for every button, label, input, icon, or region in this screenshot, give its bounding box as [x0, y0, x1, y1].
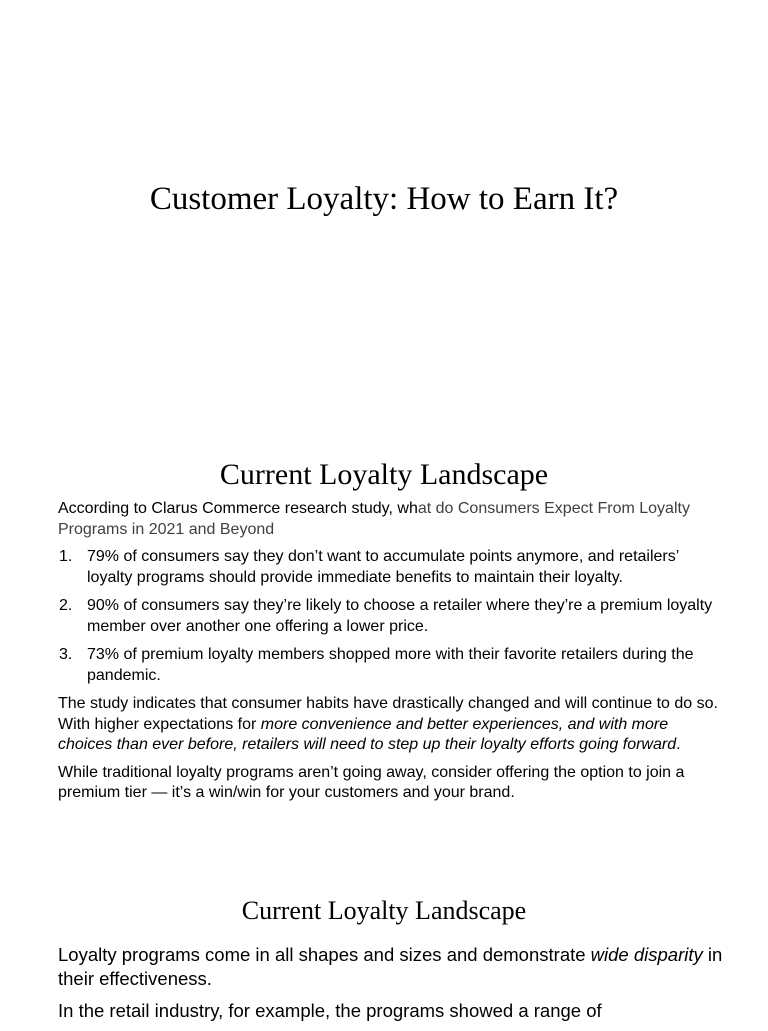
slide-1	[0, 0, 768, 432]
programs-paragraph	[58, 943, 728, 991]
conclusion-text: The study indicates that consumer habits have drastically changed and will continue to do so. With higher expectations for	[58, 695, 718, 733]
programs-end: in their effectiveness.	[58, 944, 723, 989]
list-item	[58, 645, 718, 686]
recommendation-paragraph: While traditional loyalty programs aren’t going away, consider offering the option to join a premium tier — it’s a win/win for your customers and your brand.	[58, 763, 685, 801]
conclusion-emphasis: more convenience and better experiences, and with more choices than ever before, retailers will need to step up their loyalty efforts going forward	[58, 715, 677, 753]
intro-paragraph	[58, 499, 718, 540]
slide-3-title: Current Loyalty Landscape	[241, 896, 527, 925]
slide-3	[0, 864, 768, 1024]
list-item-text: 90% of consumers say they’re likely to choose a retailer where they’re a premium loyalty member over another one offering a lower price.	[87, 597, 713, 635]
conclusion-end: .	[676, 736, 681, 753]
slide-2-title: Current Loyalty Landscape	[219, 458, 549, 491]
list-item-text: 73% of premium loyalty members shopped more with their favorite retailers during the pandemic.	[87, 646, 694, 684]
slide-2-body	[58, 499, 718, 811]
findings-list	[58, 547, 718, 686]
intro-study-title: at do Consumers Expect From Loyalty Programs in 2021 and Beyond	[58, 500, 690, 538]
slide-3-body	[58, 943, 728, 1031]
slide-1-title: Customer Loyalty: How to Earn It?	[149, 181, 619, 217]
slide-2	[0, 432, 768, 864]
programs-emphasis: wide disparity	[590, 944, 703, 965]
programs-text: Loyalty programs come in all shapes and sizes and demonstrate	[58, 944, 591, 965]
study-conclusion-paragraph	[58, 694, 718, 756]
list-item-number: 1.	[59, 548, 73, 565]
intro-prefix: According to Clarus Commerce research study, wh	[58, 500, 418, 517]
list-item	[58, 547, 718, 588]
list-item	[58, 596, 718, 637]
retail-paragraph: In the retail industry, for example, the programs showed a range of	[58, 1000, 602, 1021]
list-item-number: 2.	[59, 597, 73, 614]
list-item-text: 79% of consumers say they don’t want to accumulate points anymore, and retailers’ loyalty programs should provide immediate benefits to maintain their loyalty.	[87, 548, 679, 586]
list-item-number: 3.	[59, 646, 73, 663]
